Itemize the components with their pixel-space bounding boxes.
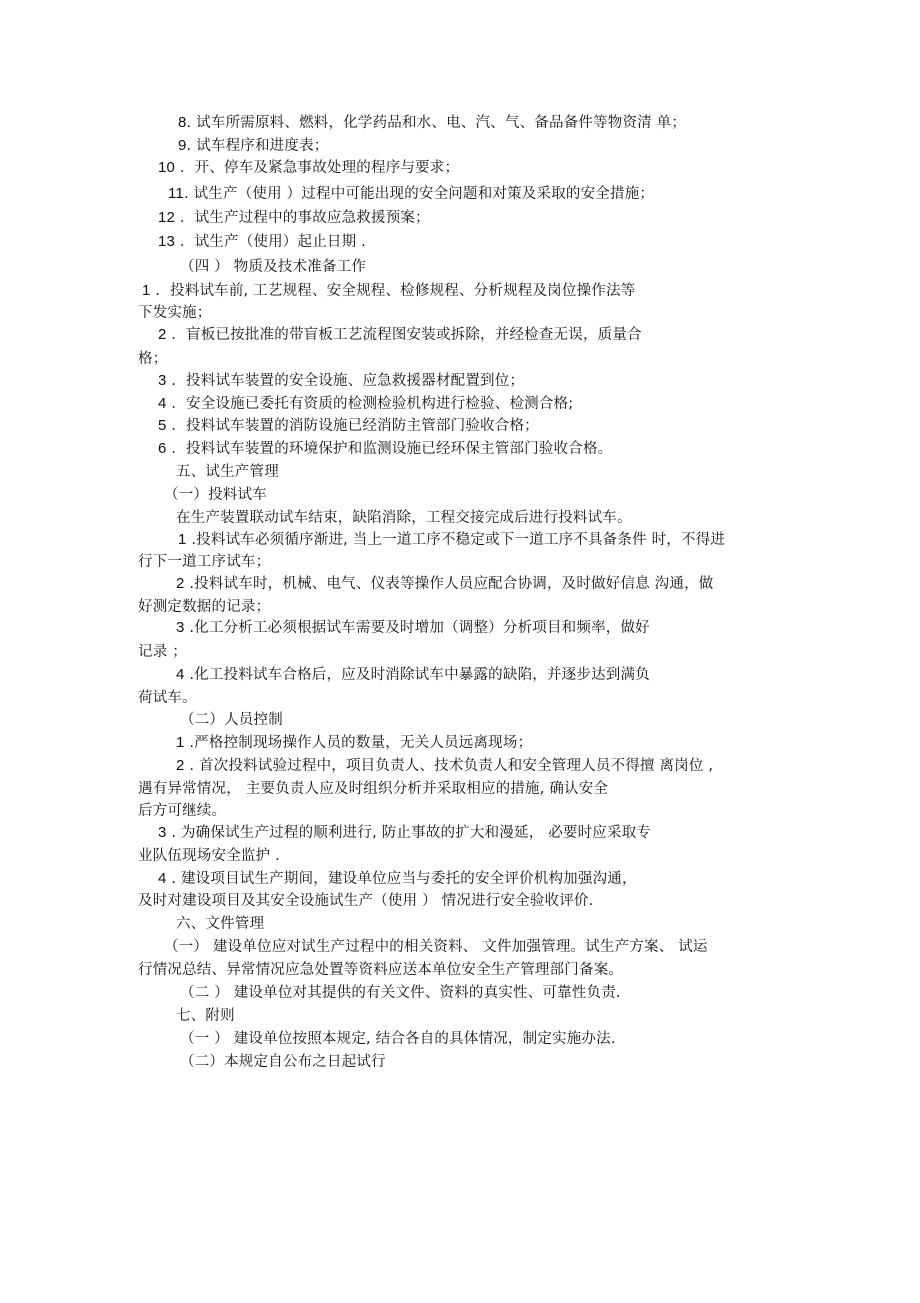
item-text: ．投料试车装置的安全设施、应急救援器材配置到位； — [166, 373, 525, 389]
item-text: ．投料试车装置的消防设施已经消防主管部门验收合格； — [166, 418, 539, 434]
list-item — [158, 371, 524, 391]
item-text: . 首次投料试验过程中，项目负责人、技术负责人和安全管理人员不得擅 离岗位 , — [184, 758, 714, 774]
list-item — [176, 618, 650, 638]
item-text: .投料试车必须循序渐进, 当上一道工序不稳定或下一道工序不具备条件 时，不得进 — [186, 532, 726, 548]
item-number: 3 — [176, 619, 185, 636]
paragraph: （一 ） 建设单位按照本规定, 结合各自的具体情况，制定实施办法. — [180, 1031, 616, 1047]
list-item — [176, 733, 532, 753]
continuation-line: 后方可继续。 — [138, 803, 227, 819]
list-item — [158, 208, 430, 228]
subsection-heading: （二）人员控制 — [180, 712, 283, 728]
section-heading: 六、文件管理 — [176, 916, 265, 932]
paragraph: （二 ） 建设单位对其提供的有关文件、资料的真实性、可靠性负责. — [180, 985, 621, 1001]
item-text: ．试生产（使用）起止日期 . — [175, 234, 366, 250]
section-heading: 七、附则 — [176, 1008, 235, 1024]
subsection-heading: （一）投料试车 — [164, 487, 267, 503]
item-text: ．试生产过程中的事故应急救援预案； — [175, 210, 430, 226]
continuation-line: 记录 ； — [138, 644, 187, 660]
continuation-line: 遇有异常情况， 主要负责人应及时组织分析并采取相应的措施, 确认安全 — [138, 781, 609, 797]
item-text: ．开、停车及紧急事故处理的程序与要求； — [175, 160, 460, 176]
continuation-line: 荷试车。 — [138, 690, 197, 706]
list-item — [178, 530, 725, 550]
list-item — [158, 325, 642, 345]
continuation-line: 行下一道工序试车； — [138, 554, 271, 570]
item-number: 4 — [176, 666, 185, 683]
item-text: . 为确保试生产过程的顺利进行, 防止事故的扩大和漫延， 必要时应采取专 — [166, 825, 652, 841]
continuation-line: 业队伍现场安全监护 . — [138, 848, 280, 864]
section-heading: （四 ） 物质及技术准备工作 — [180, 259, 367, 275]
item-number: 11 — [168, 185, 184, 202]
item-number: 3 — [158, 372, 167, 389]
item-text: .投料试车时，机械、电气、仪表等操作人员应配合协调，及时做好信息 沟通，做 — [184, 576, 714, 592]
continuation-line: 格； — [138, 351, 168, 367]
item-number: 12 — [158, 209, 176, 226]
item-text: ．盲板已按批准的带盲板工艺流程图安装或拆除，并经检查无误，质量合 — [166, 327, 642, 343]
item-text: ．投料试车前, 工艺规程、安全规程、检修规程、分析规程及岗位操作法等 — [150, 283, 636, 299]
list-item — [158, 158, 459, 178]
list-item — [158, 394, 573, 414]
list-item — [158, 823, 651, 843]
item-number: 2 — [176, 757, 185, 774]
item-number: 4 — [158, 395, 167, 412]
list-item — [178, 136, 328, 156]
item-text: . 建设项目试生产期间，建设单位应当与委托的安全评价机构加强沟通， — [166, 871, 637, 887]
section-heading: 五、试生产管理 — [176, 464, 279, 480]
item-number: 13 — [158, 233, 176, 250]
list-item — [178, 113, 686, 133]
list-item — [176, 574, 713, 594]
item-text: . 试生产（使用 ）过程中可能出现的安全问题和对策及采取的安全措施； — [183, 186, 655, 202]
continuation-line: 下发实施； — [138, 305, 212, 321]
item-text: ．安全设施已委托有资质的检测检验机构进行检验、检测合格; — [166, 396, 574, 412]
item-number: 4 — [158, 870, 167, 887]
list-item — [176, 756, 713, 776]
continuation-line: 行情况总结、异常情况应急处置等资料应送本单位安全生产管理部门备案。 — [138, 962, 624, 978]
list-item — [158, 439, 612, 459]
item-number: 1 — [142, 282, 151, 299]
paragraph: 在生产装置联动试车结束，缺陷消除，工程交接完成后进行投料试车。 — [176, 510, 632, 526]
item-number: 9 — [178, 137, 187, 154]
list-item — [142, 281, 635, 301]
item-text: .化工分析工必须根据试车需要及时增加（调整）分析项目和频率，做好 — [184, 620, 650, 636]
item-text: .化工投料试车合格后，应及时消除试车中暴露的缺陷，并逐步达到满负 — [184, 667, 650, 683]
list-item — [176, 665, 650, 685]
item-number: 1 — [178, 531, 187, 548]
list-item — [158, 416, 539, 436]
item-number: 1 — [176, 734, 185, 751]
list-item — [158, 869, 637, 889]
item-text: . 试车所需原料、燃料，化学药品和水、电、汽、气、备品备件等物资清 单； — [186, 115, 687, 131]
item-text: . 试车程序和进度表； — [186, 138, 329, 154]
item-text: .严格控制现场操作人员的数量，无关人员远离现场； — [184, 735, 533, 751]
list-item — [168, 184, 654, 204]
continuation-line: 好测定数据的记录； — [138, 599, 271, 615]
item-number: 10 — [158, 159, 176, 176]
item-number: 3 — [158, 824, 167, 841]
item-number: 5 — [158, 417, 167, 434]
item-text: ．投料试车装置的环境保护和监测设施已经环保主管部门验收合格。 — [166, 441, 613, 457]
item-number: 8 — [178, 114, 187, 131]
item-number: 2 — [176, 575, 185, 592]
continuation-line: 及时对建设项目及其安全设施试生产（使用 ） 情况进行安全验收评价. — [138, 893, 594, 909]
item-number: 2 — [158, 326, 167, 343]
paragraph: （二）本规定自公布之日起试行 — [180, 1054, 386, 1070]
list-item — [158, 232, 366, 252]
item-number: 6 — [158, 440, 167, 457]
paragraph: （一） 建设单位应对试生产过程中的相关资料、 文件加强管理。试生产方案、 试运 — [164, 939, 708, 955]
